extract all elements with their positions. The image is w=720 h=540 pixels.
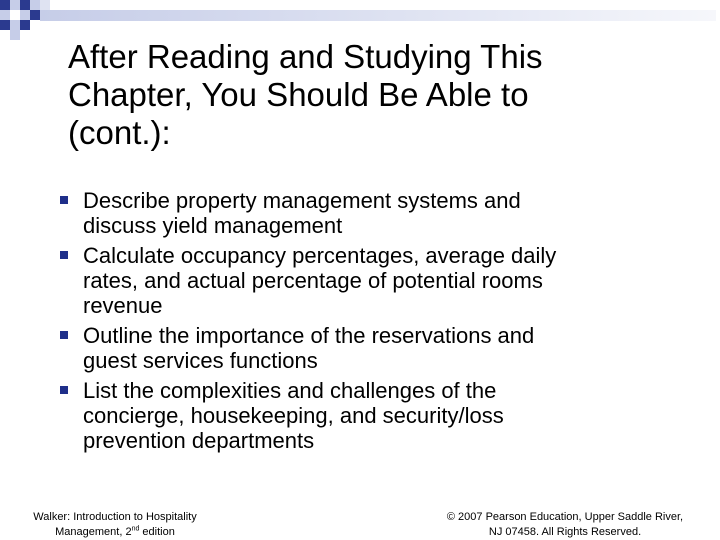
- footer-line: © 2007 Pearson Education, Upper Saddle River,: [446, 511, 684, 523]
- footer-copyright: [425, 510, 705, 540]
- list-item: [58, 323, 688, 373]
- square-bullet-icon: [60, 386, 68, 394]
- text-line: revenue: [83, 293, 163, 318]
- square-bullet-icon: [60, 251, 68, 259]
- text-line: rates, and actual percentage of potential rooms: [83, 268, 543, 293]
- edition-superscript: nd: [131, 525, 140, 533]
- objectives-list: [58, 188, 688, 458]
- text-line: Calculate occupancy percentages, average daily: [83, 243, 557, 268]
- list-item-text: [83, 243, 688, 318]
- list-item-text: [83, 188, 688, 238]
- text-line: concierge, housekeeping, and security/loss: [83, 403, 504, 428]
- title-line: (cont.):: [68, 114, 171, 151]
- text-line: prevention departments: [83, 428, 315, 453]
- text-line: Outline the importance of the reservations and: [83, 323, 535, 348]
- text-line: Describe property management systems and: [83, 188, 521, 213]
- text-line: List the complexities and challenges of the: [83, 378, 497, 403]
- title-line: After Reading and Studying This: [68, 38, 543, 75]
- square-bullet-icon: [60, 196, 68, 204]
- footer-text: Management, 2: [55, 526, 132, 538]
- footer-line: Walker: Introduction to Hospitality: [33, 511, 197, 523]
- slide-title: [68, 38, 688, 152]
- title-line: Chapter, You Should Be Able to: [68, 76, 529, 113]
- list-item: [58, 243, 688, 318]
- footer-text: edition: [139, 526, 175, 538]
- text-line: discuss yield management: [83, 213, 343, 238]
- list-item-text: [83, 323, 688, 373]
- footer-book-citation: [15, 510, 215, 540]
- square-bullet-icon: [60, 331, 68, 339]
- footer-line: [15, 525, 215, 540]
- text-line: guest services functions: [83, 348, 318, 373]
- list-item: [58, 378, 688, 453]
- list-item: [58, 188, 688, 238]
- list-item-text: [83, 378, 688, 453]
- footer-line: NJ 07458. All Rights Reserved.: [488, 526, 642, 538]
- header-bar-decoration: [40, 10, 716, 21]
